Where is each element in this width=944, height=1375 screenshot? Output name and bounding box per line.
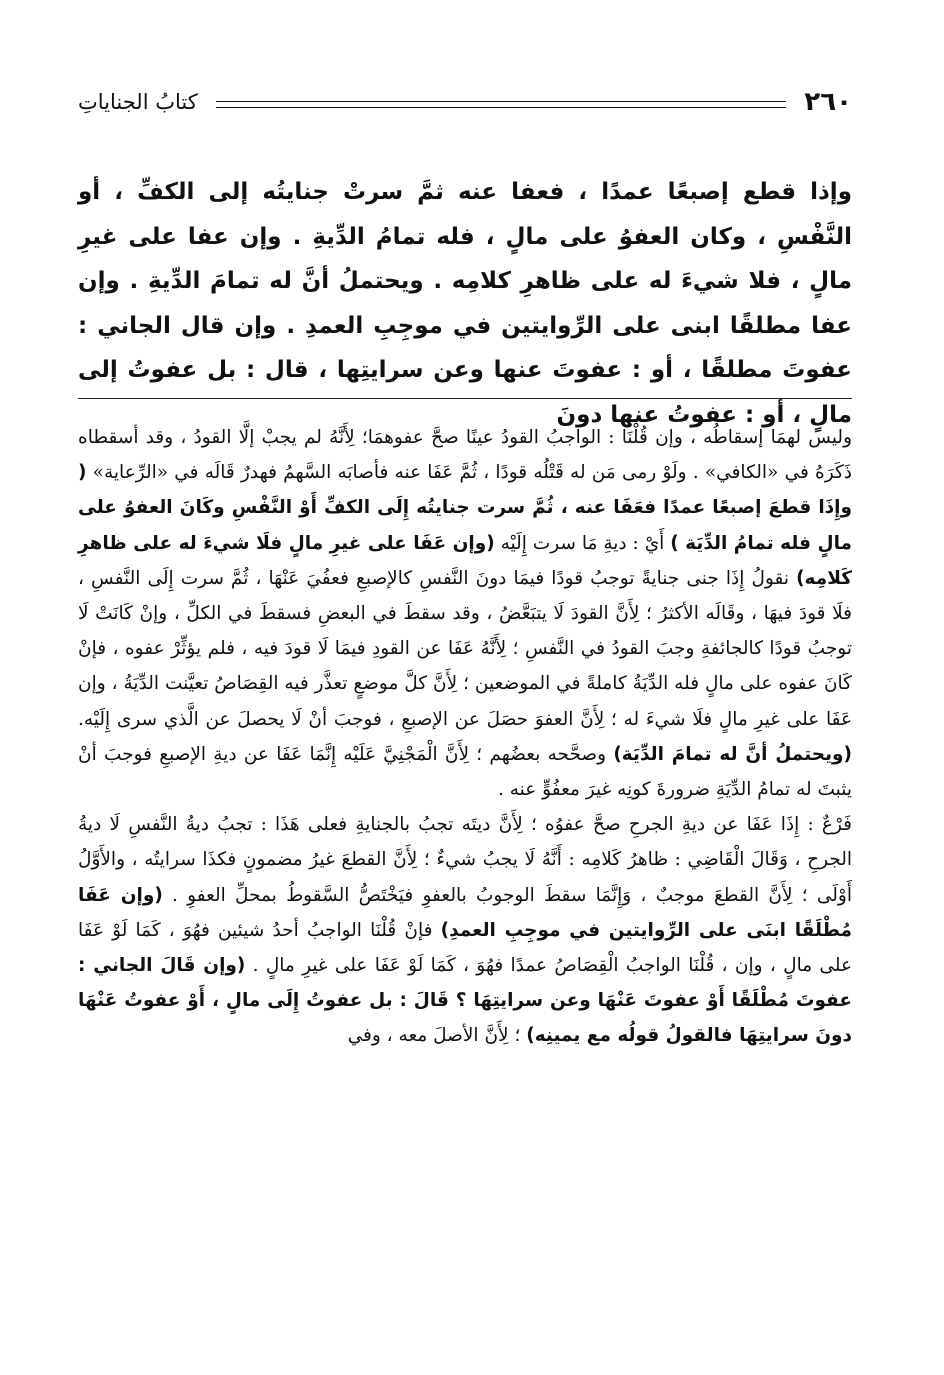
footnote-separator (78, 398, 852, 399)
quoted-matn: (وإن عَفَا على غيرِ مالٍ فلَا شيءَ له على ظاهرِ كَلامِه) (78, 532, 852, 589)
header-rule (216, 101, 787, 108)
commentary-text: وليس لهمَا إسقاطُه ، وإن قُلْنَا : الواجبُ القودُ عينًا صحَّ عفوهمَا؛ لِأَنَّهُ لم يجبْ إلَّا القودُ ، وقد أسقطاه ذَكَرَهُ في «الكافي» . ولَوْ رمى مَن له قَتْلُه قودًا ، ثُمَّ عَفَا عنه فأصابَه السَّهمُ فهدرٌ قَالَه في «الرِّعاية» (78, 427, 852, 484)
quoted-matn: (وإن عَفَا مُطْلَقًا ابنَى على الرِّوايتين في موجِبِ العمدِ) (78, 884, 852, 941)
page-number: ٢٦٠ (804, 87, 852, 117)
quoted-matn: (وإن قَالَ الجاني : عفوتَ مُطْلَقًا أَوْ عفوتَ عَنْهَا وعن سرايتِهَا ؟ قَالَ : بل عفوتُ إِلَى مالٍ ، أَوْ عفوتُ عَنْهَا دونَ سرايتِهَا فالقولُ قولُه مع يمينِه) (78, 955, 852, 1047)
commentary-paragraph (78, 420, 852, 807)
commentary-text: فَرْعٌ : إِذَا عَفَا عن ديةِ الجرحِ صحَّ عفوُه ؛ لِأَنَّ ديتَه تجبُ بالجنايةِ فعلى هَذَا : تجبُ ديةُ النَّفسِ لَا ديةُ الجرحِ ، وَقَالَ الْقَاضِي : ظاهرُ كَلامِه : أَنَّهُ لَا يجبُ شيءٌ ؛ لِأَنَّ القطعَ غيرُ مضمونٍ فكذَا سرايتُه ، والأَوَّلُ أَوْلَى ؛ لِأَنَّ القطعَ موجبٌ ، وَإِنَّمَا سقطَ الوجوبُ بالعفوِ فيَخْتَصُّ السَّقوطُ بمحلِّ العفوِ . (78, 814, 852, 906)
quoted-matn: ( وإِذَا قطعَ إصبعًا عمدًا فعَفَا عنه ، ثُمَّ سرت جنايتُه إِلَى الكفِّ أَوْ النَّفْسِ وكَانَ العفوُ على مالٍ فله تمامُ الدِّيَة ) (78, 462, 852, 554)
commentary-text: أَيْ : ديةِ مَا سرت إِلَيْه (494, 532, 671, 554)
main-text: وإذا قطع إصبعًا عمدًا ، فعفا عنه ثمَّ سرتْ جنايتُه إلى الكفِّ ، أو النَّفْسِ ، وكان العفوُ على مالٍ ، فله تمامُ الدِّيةِ . وإن عفا على غيرِ مالٍ ، فلا شيءَ له على ظاهرِ كلامِه . ويحتملُ أنَّ له تمامَ الدِّيةِ . وإن عفا مطلقًا ابنى على الرِّوايتين في موجِبِ العمدِ . وإن قال الجاني : عفوتَ مطلقًا ، أو : عفوتَ عنها وعن سرايتِها ، قال : بل عفوتُ إلى مالٍ ، أو : عفوتُ عنها دونَ (78, 179, 852, 428)
quoted-matn: (ويحتملُ أنَّ له تمامَ الدِّيَة) (613, 743, 852, 765)
page-header (78, 82, 852, 122)
running-title: كتابُ الجناياتِ (78, 90, 198, 114)
commentary-text: ؛ لِأَنَّ الأصلَ معه ، وفي (347, 1025, 527, 1047)
commentary-paragraph (78, 807, 852, 1053)
commentary-text: وصحَّحه بعضُهم ؛ لِأَنَّ الْمَجْنِيَّ عَلَيْه إِنَّمَا عَفَا عن ديةِ الإصبعِ فوجبَ أنْ يثبتَ له تمامُ الدِّيَةِ ضرورةَ كونِه غيرَ معفُوٍّ عنه . (78, 743, 852, 801)
commentary-text: فإنْ قُلْنَا الواجبُ أحدُ شيئين فهُوَ ، كَمَا لَوْ عَفَا على مالٍ ، وإن ، قُلْنَا الواجبُ الْقِصَاصُ عمدًا فهُوَ ، كَمَا لَوْ عَفَا على غيرِ مالٍ . (78, 919, 853, 977)
commentary (78, 420, 852, 1054)
commentary-text: نقولُ إِذَا جنى جنايةً توجبُ قودًا فيمَا دونَ النَّفسِ كالإصبعِ فعفُيَ عَنْهَا ، ثُمَّ سرت إِلَى النَّفسِ ، فلَا قودَ فيهَا ، وقَالَه الأكثرُ ؛ لِأَنَّ القودَ لَا يتبَعَّضُ ، وقد سقطَ في البعضِ فسقطَ في الكلِّ ، وإنْ كَانَتْ لَا توجبُ قودًا كالجائفةِ وجبَ القودُ في النَّفسِ ؛ لِأَنَّهُ عَفَا عن القودِ فيمَا لَا قودَ فيه ، فلم يؤثِّرْ عفوه ، فإنْ كَانَ عفوه على مالٍ فله الدِّيَةُ كاملةً في الموضعين ؛ لِأَنَّ كلَّ موضعٍ تعذَّر فيه القِصَاصُ تعيَّنت الدِّيَةُ ، وإن عَفَا على غيرِ مالٍ فلَا شيءَ له ؛ لِأَنَّ العفوَ حصَلَ عن الإصبعِ ، فوجبَ أنْ لَا يحصلَ عن الَّذي سرى إِلَيْه. (78, 567, 852, 730)
